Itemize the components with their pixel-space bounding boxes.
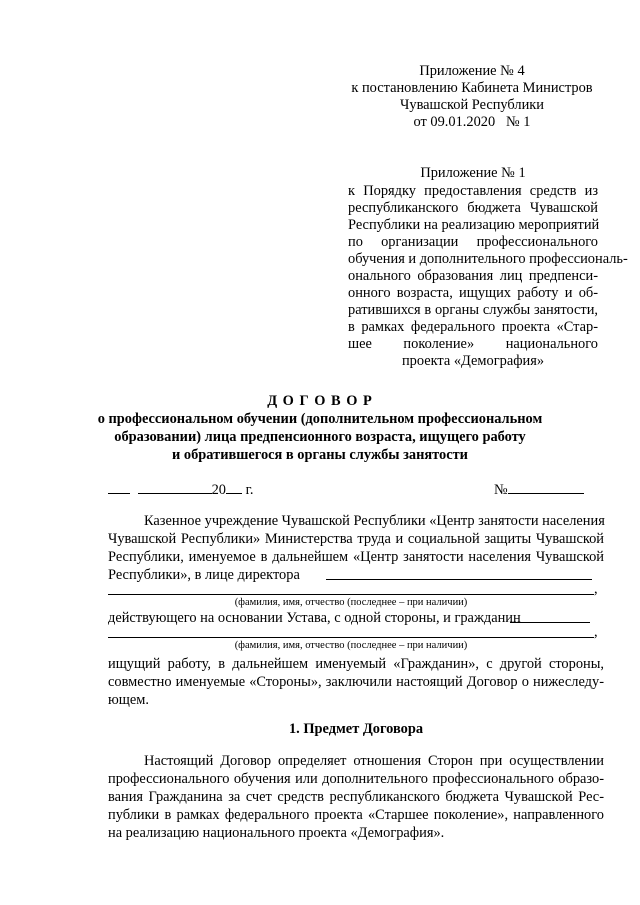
intro-line: Чувашской Республики» Министерства труда и социальной защиты Чувашской (108, 531, 604, 547)
appendix-1-line: шее поколение» национального (348, 336, 598, 352)
month-blank[interactable] (138, 480, 212, 494)
document-subtitle-line: и обратившегося в органы службы занятости (172, 447, 468, 463)
appendix-1-line: обучения и дополнительного профессиональ- (348, 251, 628, 267)
citizen-name-blank[interactable] (510, 622, 590, 623)
appendix-1-line: Республики на реализацию мероприятий (348, 217, 600, 233)
field-caption: (фамилия, имя, отчество (последнее – при наличии) (234, 640, 468, 651)
contract-number-field (494, 480, 584, 499)
year-prefix: 20 (211, 482, 226, 498)
appendix-4-line: Чувашской Республики (400, 97, 544, 113)
field-caption: (фамилия, имя, отчество (последнее – при наличии) (234, 597, 468, 608)
appendix-1-line: онного возраста, ищущих работу и об- (348, 285, 598, 301)
section-1-line: Настоящий Договор определяет отношения Сторон при осуществлении (144, 753, 604, 769)
appendix-1-line: республиканского бюджета Чувашской (348, 200, 598, 216)
appendix-1-title: Приложение № 1 (420, 165, 526, 181)
day-blank[interactable] (108, 480, 130, 494)
intro-line: действующего на основании Устава, с одной стороны, и гражданин (108, 610, 521, 626)
section-1-line: вания Гражданина за счет средств республиканского бюджета Чувашской Рес- (108, 789, 604, 805)
appendix-4-title: Приложение № 4 (419, 63, 525, 79)
number-blank[interactable] (508, 480, 584, 494)
date-field (108, 480, 254, 499)
appendix-4-line: к постановлению Кабинета Министров (351, 80, 593, 96)
comma: , (594, 581, 598, 597)
document-title: Д О Г О В О Р (267, 393, 373, 409)
appendix-1-line: по организации профессионального (348, 234, 598, 250)
appendix-1-line: онального образования лиц предпенси- (348, 268, 598, 284)
document-subtitle-line: о профессиональном обучении (дополнительном профессиональном (97, 411, 543, 427)
section-1-heading: 1. Предмет Договора (288, 721, 424, 737)
section-1-line: на реализацию национального проекта «Демография». (108, 825, 445, 841)
number-label: № (494, 482, 508, 498)
director-name-blank[interactable] (326, 579, 592, 580)
year-blank[interactable] (226, 480, 242, 494)
intro-line: Республики», в лице директора (108, 567, 300, 583)
intro-line: ющем. (108, 692, 149, 708)
director-name-blank-continued[interactable] (108, 594, 594, 595)
document-subtitle-line: образовании) лица предпенсионного возраста, ищущего работу (114, 429, 526, 445)
intro-line: Казенное учреждение Чувашской Республики «Центр занятости населения (144, 513, 605, 529)
appendix-1-line: проекта «Демография» (401, 353, 545, 369)
citizen-name-blank-continued[interactable] (108, 637, 594, 638)
intro-line: совместно именуемые «Стороны», заключили настоящий Договор о нижеследу- (108, 674, 604, 690)
appendix-1-line: ратившихся в органы службы занятости, (348, 302, 598, 318)
appendix-1-line: к Порядку предоставления средств из (348, 183, 598, 199)
appendix-1-line: в рамках федерального проекта «Стар- (348, 319, 598, 335)
year-suffix: г. (245, 482, 254, 498)
section-1-line: профессионального обучения или дополнительного профессионального образо- (108, 771, 604, 787)
comma: , (594, 624, 598, 640)
intro-line: ищущий работу, в дальнейшем именуемый «Гражданин», с другой стороны, (108, 656, 604, 672)
appendix-4-date: от 09.01.2020 № 1 (413, 114, 531, 130)
intro-line: Республики, именуемое в дальнейшем «Центр занятости населения Чувашской (108, 549, 604, 565)
section-1-line: публики в рамках федерального проекта «Старшее поколение», направленного (108, 807, 604, 823)
